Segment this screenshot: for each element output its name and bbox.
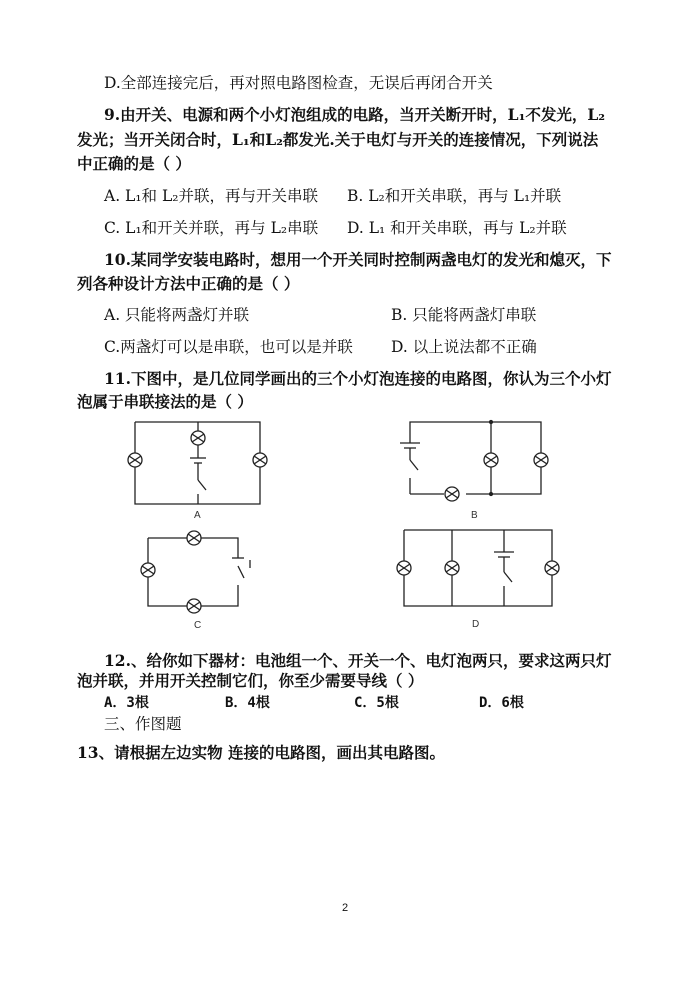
q10-option-d: D. 以上说法都不正确 bbox=[391, 338, 537, 356]
q9-option-d: D. L₁ 和开关串联，再与 L₂并联 bbox=[347, 219, 567, 237]
page-number: 2 bbox=[342, 902, 349, 914]
q10-option-a: A. 只能将两盏灯并联 bbox=[104, 306, 250, 324]
option-d-line: D.全部连接完后，再对照电路图检查，无误后再闭合开关 bbox=[104, 74, 493, 92]
q9-option-c: C. L₁和开关并联，再与 L₂串联 bbox=[104, 219, 319, 237]
q10-option-c: C.两盏灯可以是串联，也可以是并联 bbox=[104, 338, 353, 356]
question-11-line-1: 11.下图中，是几位同学画出的三个小灯泡连接的电路图，你认为三个小灯 bbox=[104, 369, 612, 388]
circuit-label-d: D bbox=[472, 619, 480, 630]
circuit-label-a: A bbox=[194, 510, 201, 521]
q9-option-b: B. L₂和开关串联，再与 L₁并联 bbox=[347, 187, 562, 205]
circuit-diagram-b bbox=[396, 418, 566, 528]
q12-option-b: B．4根 bbox=[225, 695, 270, 711]
question-12-line-2: 泡并联，并用开关控制它们，你至少需要导线（ ） bbox=[77, 671, 424, 690]
q9-option-a: A. L₁和 L₂并联，再与开关串联 bbox=[104, 187, 318, 205]
q12-option-a: A．3根 bbox=[104, 695, 149, 711]
circuit-diagram-d bbox=[392, 522, 567, 632]
q10-option-b: B. 只能将两盏灯串联 bbox=[391, 306, 537, 324]
circuit-label-c: C bbox=[194, 620, 202, 631]
question-9-line-3: 中正确的是（ ） bbox=[77, 154, 191, 173]
circuit-label-b: B bbox=[471, 510, 478, 521]
question-11-line-2: 泡属于串联接法的是（ ） bbox=[77, 392, 253, 411]
question-9-line-2: 发光；当开关闭合时，L₁和L₂都发光.关于电灯与开关的连接情况，下列说法 bbox=[77, 130, 599, 149]
question-10-line-2: 列各种设计方法中正确的是（ ） bbox=[77, 274, 300, 293]
question-13: 13、请根据左边实物 连接的电路图，画出其电路图。 bbox=[77, 743, 445, 762]
circuit-diagram-a bbox=[120, 418, 280, 528]
q12-option-d: D．6根 bbox=[479, 695, 524, 711]
q12-option-c: C．5根 bbox=[354, 695, 399, 711]
question-12-line-1: 12.、给你如下器材：电池组一个、开关一个、电灯泡两只，要求这两只灯 bbox=[104, 651, 612, 670]
question-9-line-1: 9.由开关、电源和两个小灯泡组成的电路，当开关断开时，L₁不发光，L₂ bbox=[104, 105, 606, 124]
circuit-diagram-c bbox=[128, 530, 278, 630]
section-heading-drawing: 三、作图题 bbox=[104, 715, 182, 733]
question-10-line-1: 10.某同学安装电路时，想用一个开关同时控制两盏电灯的发光和熄灭，下 bbox=[104, 250, 612, 269]
